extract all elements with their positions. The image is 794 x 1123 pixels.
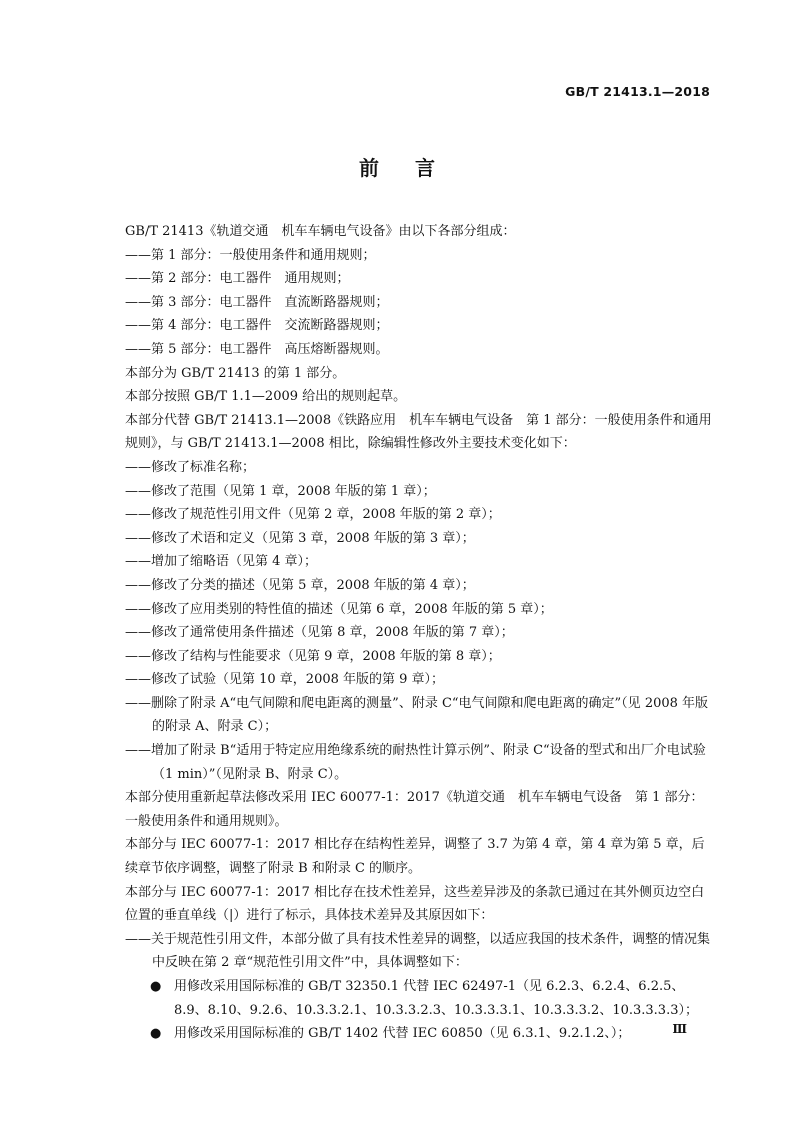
paragraph: 本部分与 IEC 60077-1：2017 相比存在结构性差异，调整了 3.7 为第 4 章，第 4 章为第 5 章，后续章节依序调整，调整了附录 B 和附录 C 的顺序。 — [125, 837, 705, 877]
paragraph: 本部分使用重新起草法修改采用 IEC 60077-1：2017《轨道交通 机车车辆电气设备 第 1 部分：一般使用条件和通用规则》。 — [125, 790, 704, 829]
list-item: ——增加了附录 B“适用于特定应用绝缘系统的耐热性计算示例”、附录 C“设备的型式和出厂介电试验（1 min）”（见附录 B、附录 C）。 — [125, 743, 706, 782]
bullet-icon: ● — [150, 1026, 162, 1042]
paragraph: 本部分为 GB/T 21413 的第 1 部分。 — [125, 365, 346, 381]
list-item: ——修改了规范性引用文件（见第 2 章，2008 年版的第 2 章）； — [125, 507, 501, 523]
list-item: ——增加了缩略语（见第 4 章）； — [125, 554, 318, 570]
bullet-text: 用修改采用国际标准的 GB/T 1402 代替 IEC 60850（见 6.3.1、9.2.1.2、）； — [174, 1026, 631, 1042]
list-item: ——关于规范性引用文件，本部分做了具有技术性差异的调整，以适应我国的技术条件，调整的情况集中反映在第 2 章“规范性引用文件”中，具体调整如下： — [125, 931, 711, 971]
list-item: ——第 5 部分：电工器件 高压熔断器规则。 — [125, 341, 389, 357]
paragraph: 本部分与 IEC 60077-1：2017 相比存在技术性差异，这些差异涉及的条款已通过在其外侧页边空白位置的垂直单线（|）进行了标示，具体技术差异及其原因如下： — [125, 884, 705, 924]
preface-body — [125, 220, 713, 1046]
list-item: ——第 3 部分：电工器件 直流断路器规则； — [125, 294, 389, 310]
list-item: ——修改了范围（见第 1 章，2008 年版的第 1 章）； — [125, 483, 436, 499]
list-item: ——第 4 部分：电工器件 交流断路器规则； — [125, 318, 389, 334]
bullet-item — [125, 1022, 713, 1046]
paragraph: 本部分代替 GB/T 21413.1—2008《铁路应用 机车车辆电气设备 第 1 部分：一般使用条件和通用规则》，与 GB/T 21413.1—2008 相比，除编辑性修改外主要技术变化如下： — [125, 412, 712, 452]
list-item: ——修改了术语和定义（见第 3 章，2008 年版的第 3 章）； — [125, 530, 475, 546]
page-title: 前言 — [359, 156, 471, 180]
list-item: ——修改了试验（见第 10 章，2008 年版的第 9 章）； — [125, 672, 445, 688]
list-item: ——修改了通常使用条件描述（见第 8 章，2008 年版的第 7 章）； — [125, 625, 514, 641]
standard-code: GB/T 21413.1—2018 — [565, 84, 710, 99]
bullet-text: 用修改采用国际标准的 GB/T 32350.1 代替 IEC 62497-1（见 6.2.3、6.2.4、6.2.5、8.9、8.10、9.2.6、10.3.3.2.1、10.3.3.2.3、10.3.3.3.1、10.3.3.3.2、10.3.3.3.3）； — [174, 979, 698, 1018]
list-item: ——第 2 部分：电工器件 通用规则； — [125, 271, 350, 287]
list-item: ——修改了分类的描述（见第 5 章，2008 年版的第 4 章）； — [125, 577, 475, 593]
list-item: ——第 1 部分：一般使用条件和通用规则； — [125, 247, 376, 263]
list-item: ——修改了标准名称； — [125, 459, 256, 475]
list-item: ——修改了应用类别的特性值的描述（见第 6 章，2008 年版的第 5 章）； — [125, 601, 553, 617]
paragraph: GB/T 21413《轨道交通 机车车辆电气设备》由以下各部分组成： — [125, 224, 516, 239]
bullet-item — [125, 975, 713, 1022]
bullet-icon: ● — [150, 979, 162, 994]
list-item: ——删除了附录 A“电气间隙和爬电距离的测量”、附录 C“电气间隙和爬电距离的确定”（见 2008 年版的附录 A、附录 C）； — [125, 695, 709, 735]
paragraph: 本部分按照 GB/T 1.1—2009 给出的规则起草。 — [125, 389, 407, 405]
page-number: Ⅲ — [672, 1022, 687, 1036]
list-item: ——修改了结构与性能要求（见第 9 章，2008 年版的第 8 章）； — [125, 648, 501, 664]
